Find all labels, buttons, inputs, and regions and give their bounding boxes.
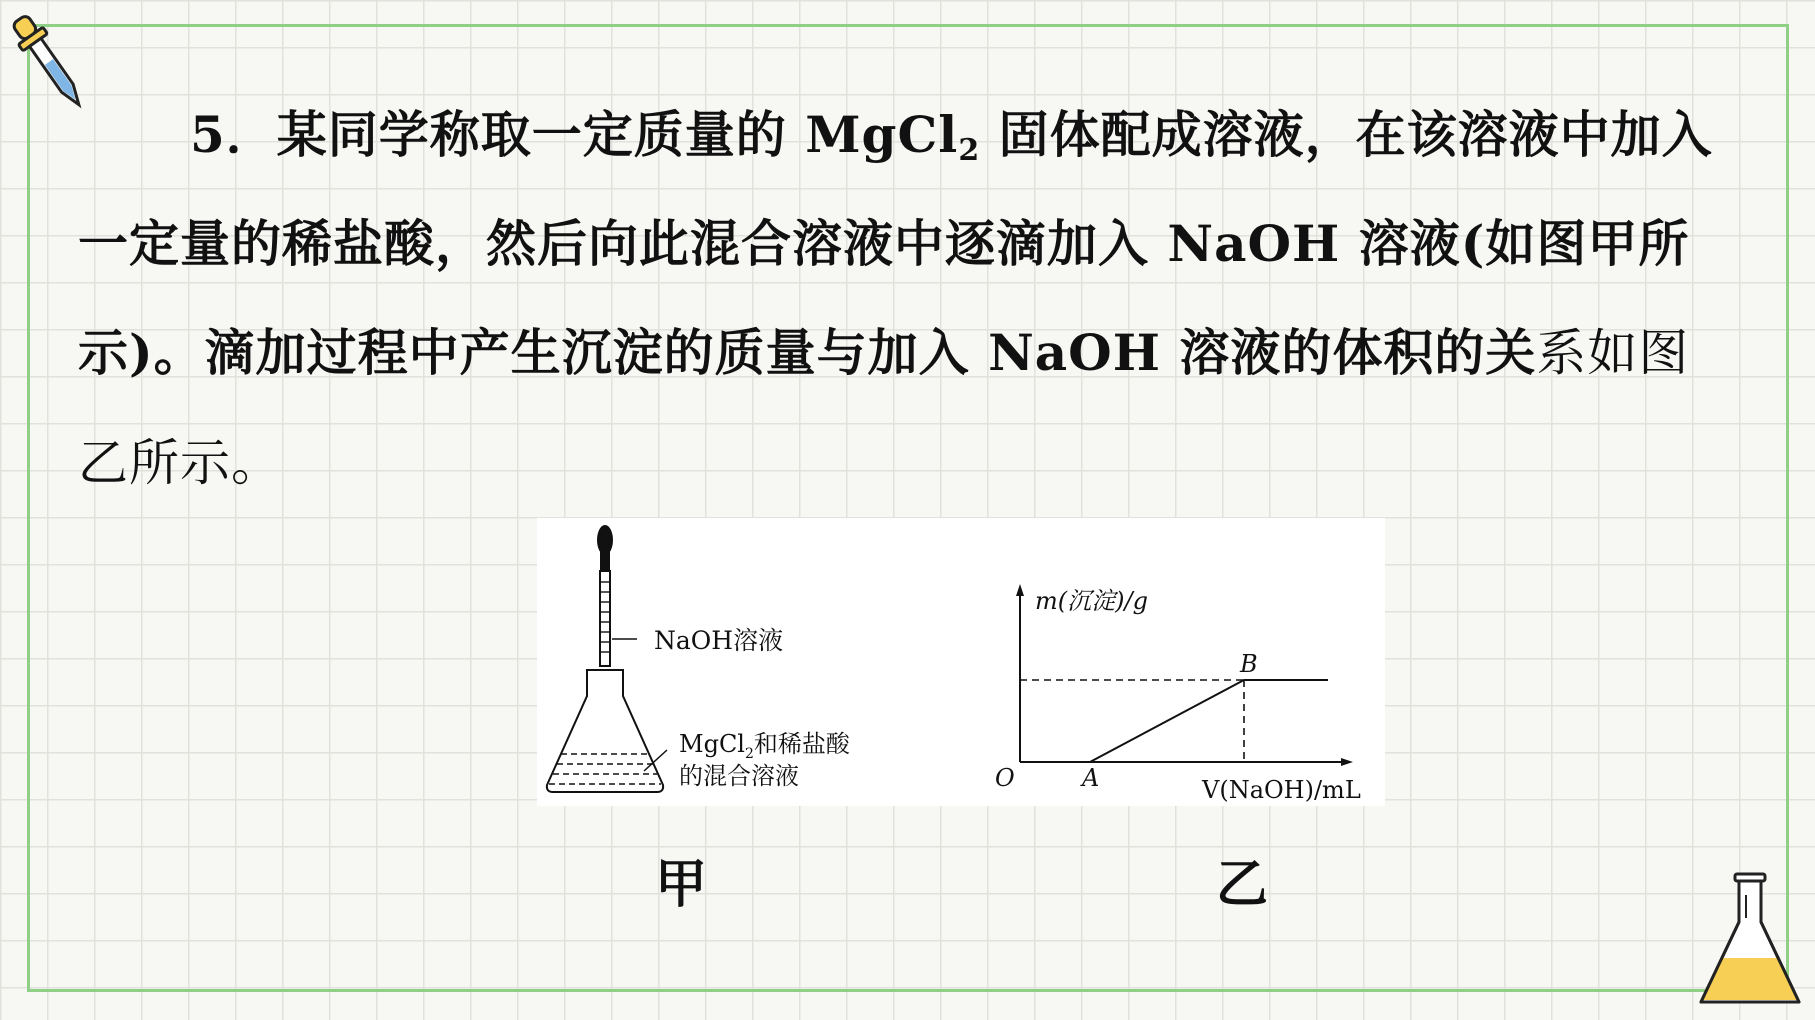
caption-yi: 乙 (1216, 855, 1269, 915)
precipitate-mass-line (1090, 680, 1328, 762)
formula-subscript: 2 (958, 133, 981, 168)
figure-panel (537, 518, 1385, 806)
question-text (78, 80, 1728, 518)
flask-icon (1695, 870, 1805, 1010)
question-number: 5． (190, 105, 277, 164)
dropper-label: NaOH溶液 (654, 626, 784, 655)
y-axis-label: m(沉淀)/g (1035, 587, 1148, 615)
x-axis-arrow (1341, 758, 1353, 766)
dropper-bulb (597, 525, 613, 555)
question-text-part-b: 固体配成溶液，在该溶液中加入一定量的稀盐酸，然后向此混合溶液中逐滴加入 NaOH 溶液(如图甲所示)。滴加过程中产生沉淀的质量与加入 NaOH 溶液的体积的关 (78, 105, 1713, 382)
y-axis-arrow (1016, 584, 1024, 596)
point-b-label: B (1240, 650, 1258, 678)
flask-label-line2: 的混合溶液 (679, 762, 799, 790)
caption-jia: 甲 (655, 855, 708, 915)
question-text-tail: 系如图乙所示。 (78, 324, 1690, 492)
point-a-label: A (1082, 764, 1100, 792)
origin-label: O (995, 764, 1015, 792)
x-axis-label: V(NaOH)/mL (1202, 776, 1361, 804)
figure-jia-apparatus (547, 525, 667, 792)
question-text-part-a: 某同学称取一定质量的 MgCl (276, 105, 959, 164)
flask-label-line1: MgCl$_2$和稀盐酸 (679, 730, 850, 762)
